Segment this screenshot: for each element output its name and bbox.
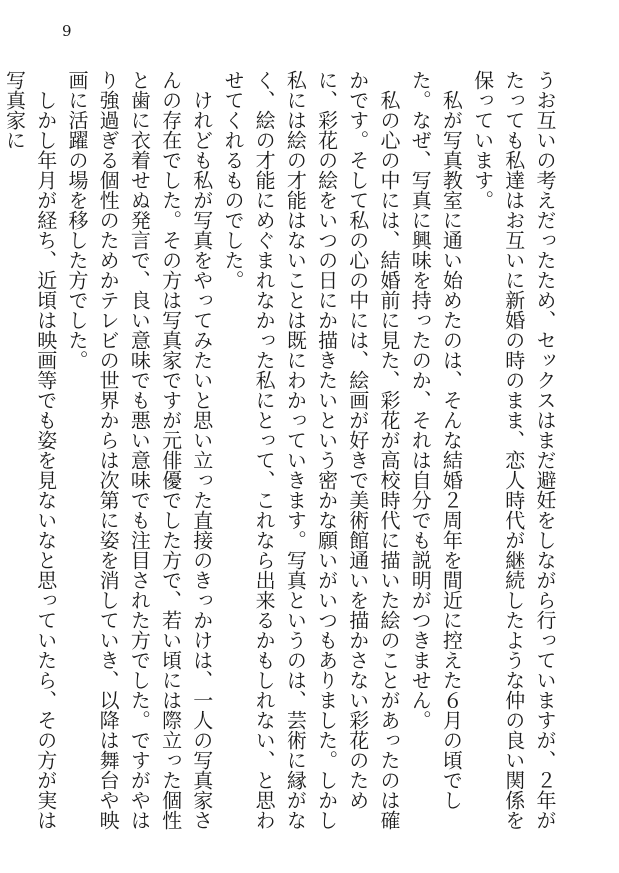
paragraph-2: 私が写真教室に通い始めたのは、そんな結婚２周年を間近に控えた６月の頃でした。なぜ、写真に興味を持ったのか、それは自分でも説明がつきません。 [408,70,464,810]
paragraph-5: しかし年月が経ち、近頃は映画等でも姿を見ないなと思っていたら、その方が実は写真家に [2,70,58,830]
paragraph-4: けれども私が写真をやってみたいと思い立った直接のきっかけは、一人の写真家さんの存在でした。その方は写真家ですが元俳優でした方で、若い頃には際立った個性と歯に衣着せぬ発言で、良い意味でも悪い意味でも注目された方でした。ですがやはり強過ぎる個性のためかテレビの世界からは次第に姿を消していき、以降は舞台や映画に活躍の場を移した方でした。 [64,70,214,830]
body-text [2,70,560,830]
paragraph-3: 私の心の中には、結婚前に見た、彩花が高校時代に描いた絵のことがあったのは確かです。そして私の心の中には、絵画が好きで美術館通いを描かさない彩花のために、彩花の絵をいつの日にか描きたいという密かな願いがいつもありました。しかし私には絵の才能はないことは既にわかっていきます。写真というのは、芸術に縁がなく、絵の才能にめぐまれなかった私にとって、これなら出来るかもしれない、と思わせてくれるものでした。 [220,70,401,830]
page-number: 9 [62,22,72,40]
paragraph-1: うお互いの考えだったため、セックスはまだ避妊をしながら行っていますが、２年がたっても私達はお互いに新婚の時のまま、恋人時代が継続したような仲の良い関係を保っています。 [470,70,557,830]
